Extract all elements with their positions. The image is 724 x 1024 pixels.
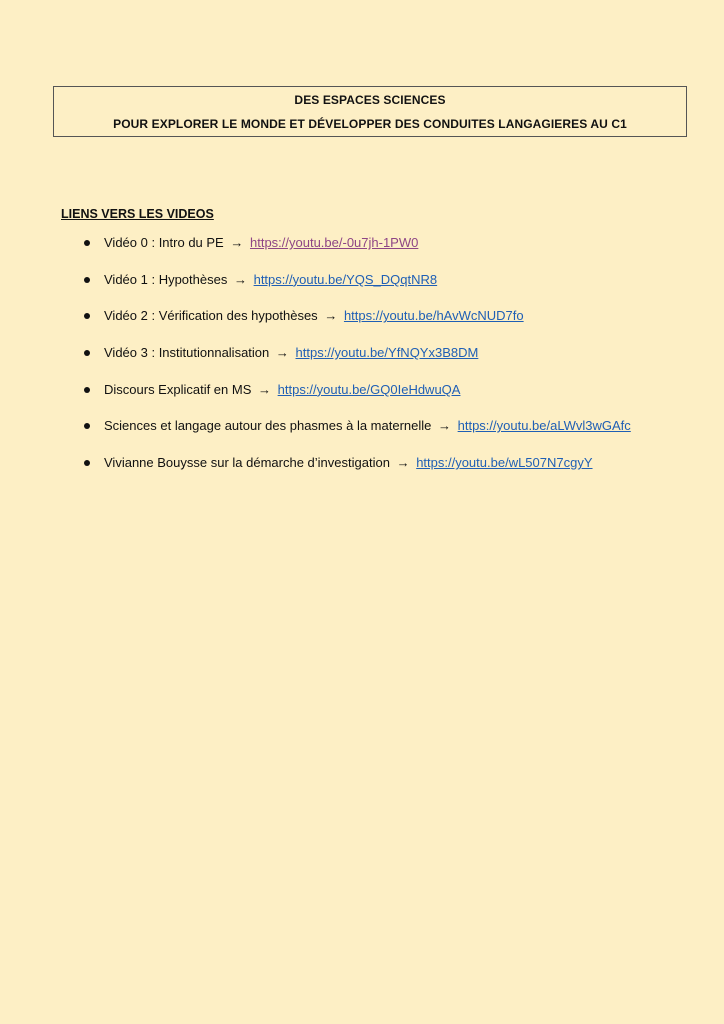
video-link[interactable]: https://youtu.be/-0u7jh-1PW0 [249,235,419,250]
list-item [0,416,631,453]
video-links-list [0,233,631,490]
document-title: DES ESPACES SCIENCES [294,93,446,107]
arrow-right-icon: → [258,381,272,397]
video-label: Vidéo 2 : Vérification des hypothèses [104,308,318,324]
list-item [0,453,631,490]
list-item [0,343,631,380]
list-item [0,233,631,270]
bullet-icon [84,460,90,466]
list-item [0,270,631,307]
title-box [53,86,687,137]
video-link[interactable]: https://youtu.be/aLWvl3wGAfc [457,418,631,434]
arrow-right-icon: → [230,235,244,250]
list-item [0,380,631,417]
bullet-icon [84,387,90,393]
video-label: Discours Explicatif en MS [104,381,252,397]
document-subtitle: POUR EXPLORER LE MONDE ET DÉVELOPPER DES CONDUITES LANGAGIERES AU C1 [113,117,627,131]
bullet-icon [84,277,90,283]
list-item [0,306,631,343]
section-title: LIENS VERS LES VIDEOS [61,207,214,221]
video-link[interactable]: https://youtu.be/YQS_DQqtNR8 [253,271,438,287]
video-label: Vidéo 3 : Institutionnalisation [104,345,270,361]
arrow-right-icon: → [233,271,247,287]
video-link[interactable]: https://youtu.be/wL507N7cgyY [416,455,593,471]
arrow-right-icon: → [438,418,451,434]
bullet-icon [84,313,90,319]
video-link[interactable]: https://youtu.be/hAvWcNUD7fo [343,308,524,324]
bullet-icon [84,240,90,246]
video-link[interactable]: https://youtu.be/YfNQYx3B8DM [295,345,479,361]
bullet-icon [84,350,90,356]
video-label: Vivianne Bouysse sur la démarche d’investigation [104,455,390,471]
bullet-icon [84,423,90,429]
video-link[interactable]: https://youtu.be/GQ0IeHdwuQA [277,381,461,397]
arrow-right-icon: → [324,308,338,324]
arrow-right-icon: → [396,455,410,471]
video-label: Vidéo 1 : Hypothèses [104,271,228,287]
video-label: Sciences et langage autour des phasmes à la maternelle [104,418,432,434]
video-label: Vidéo 0 : Intro du PE [104,235,224,250]
arrow-right-icon: → [275,345,289,361]
